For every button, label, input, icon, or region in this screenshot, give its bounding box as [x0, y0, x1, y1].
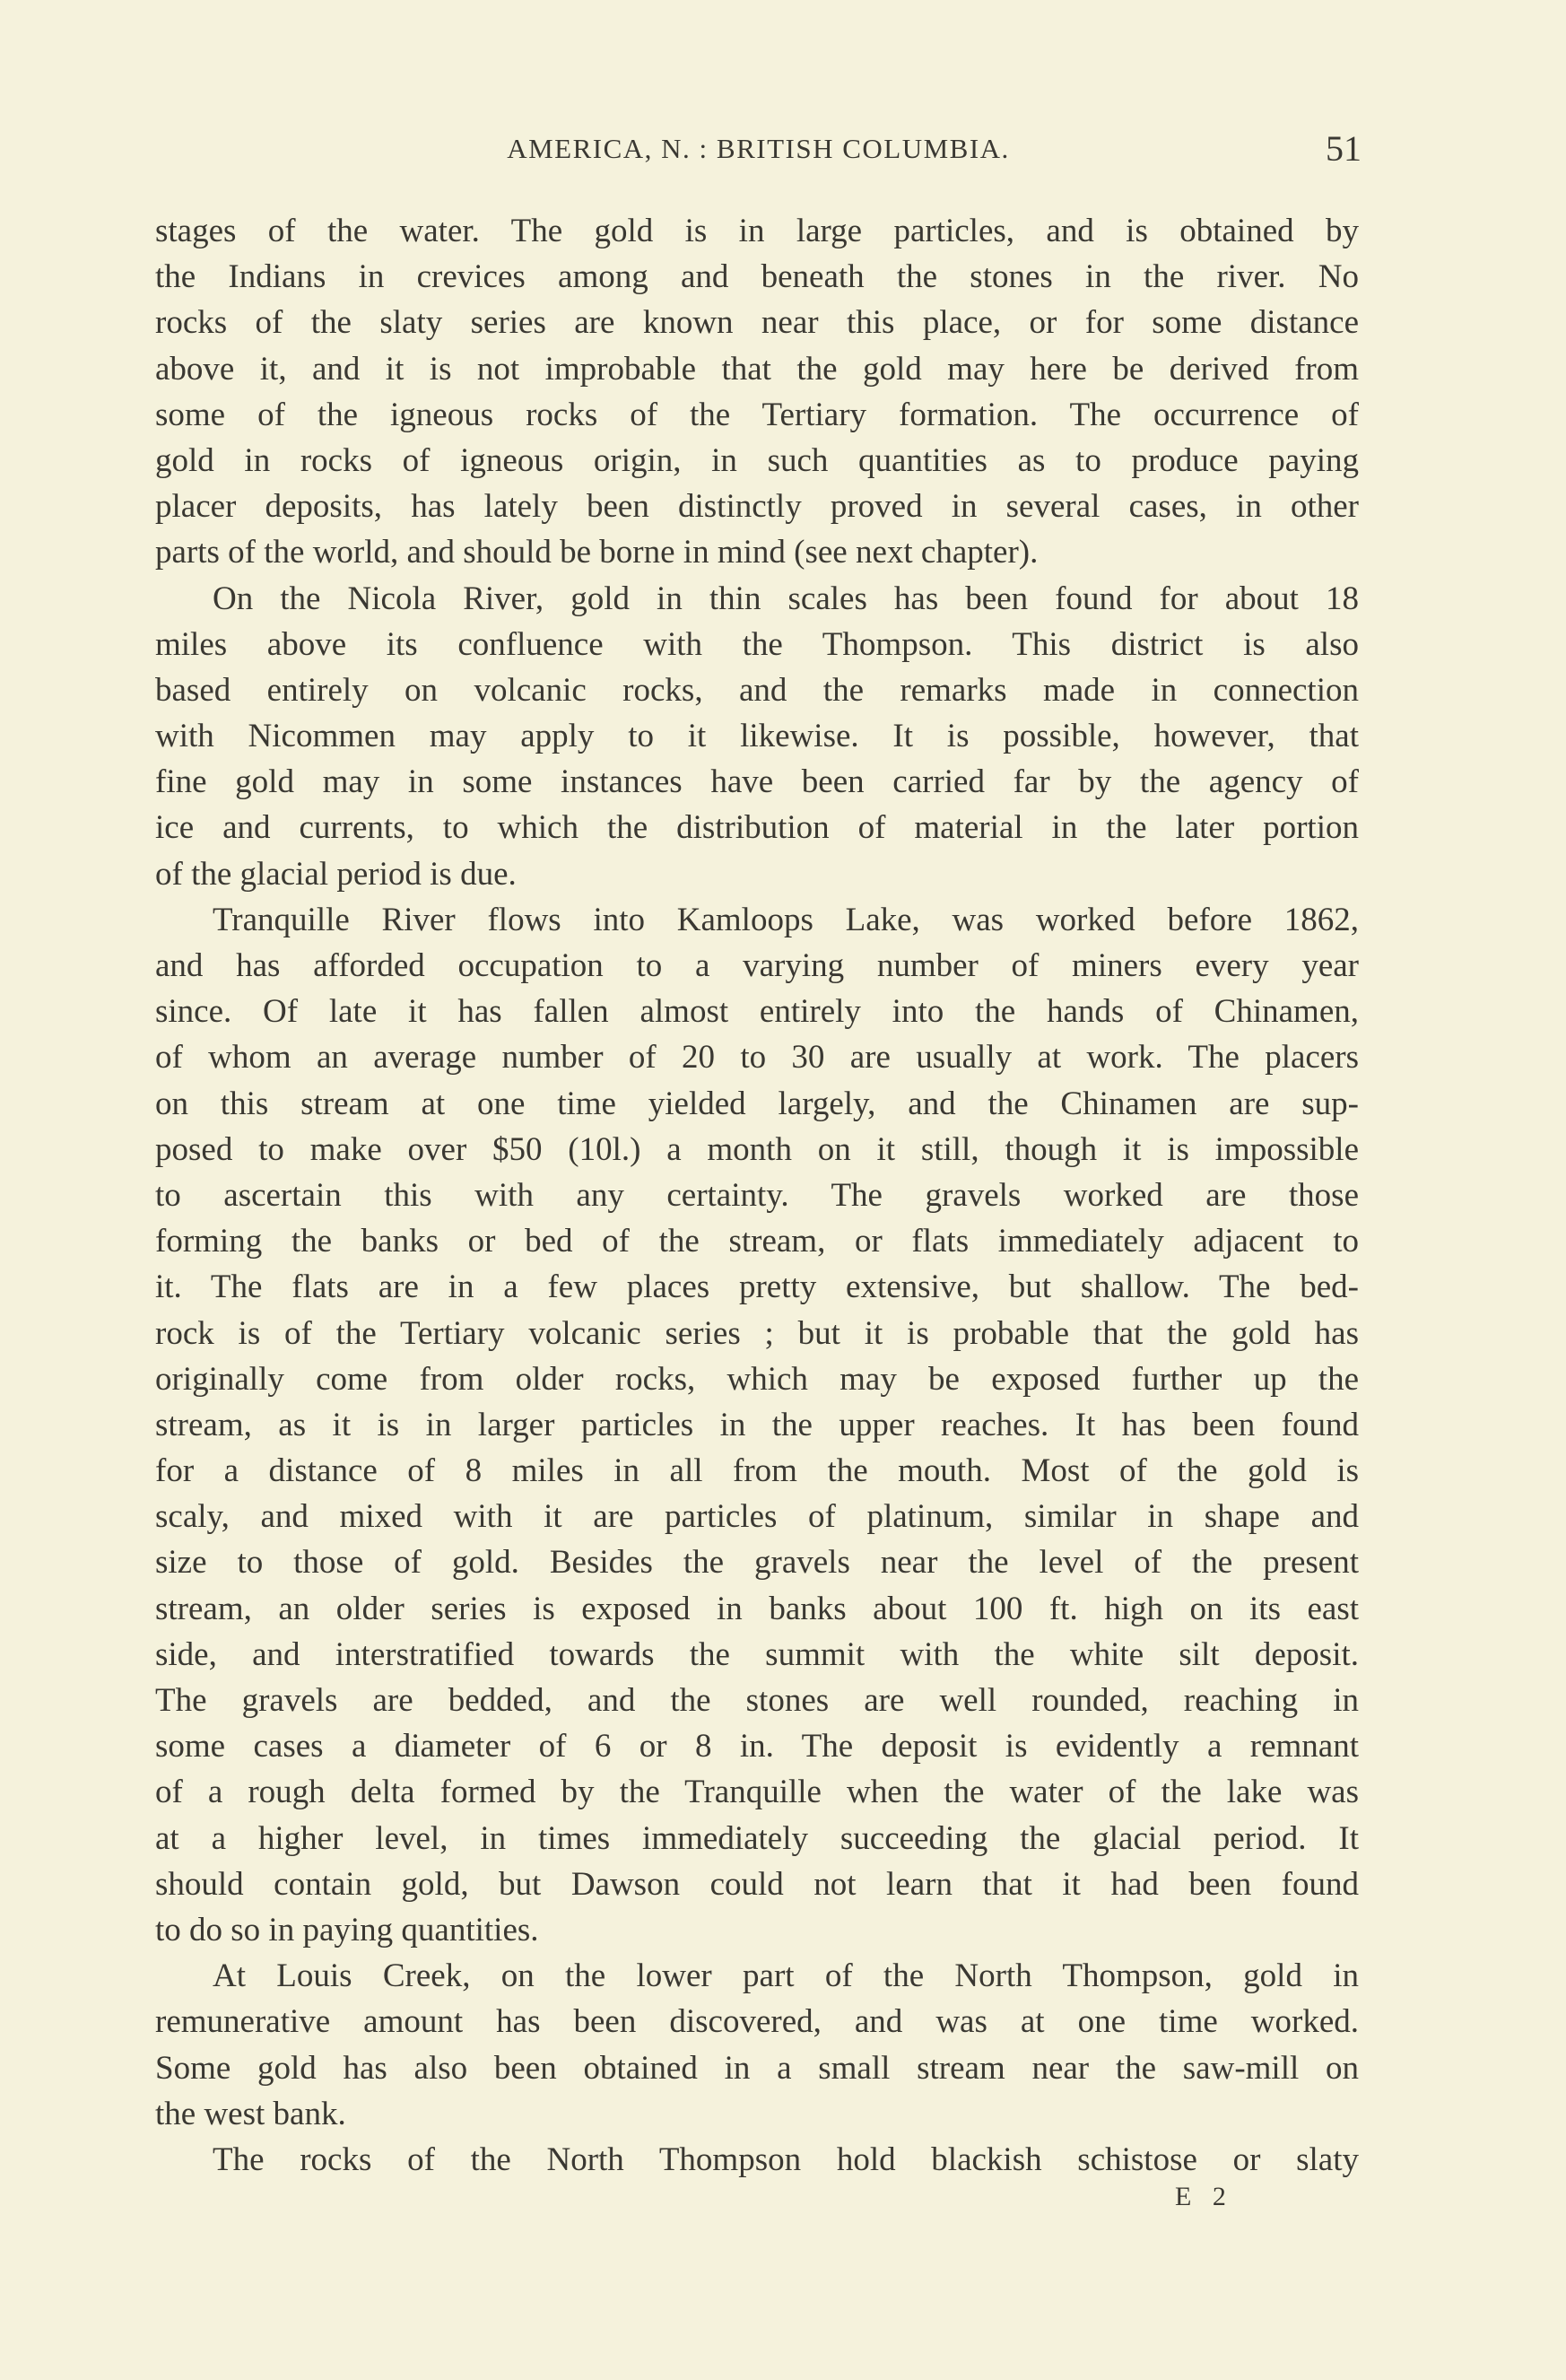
text-line: ice and currents, to which the distribution of material in the later portion: [155, 809, 1359, 847]
text-line: above it, and it is not improbable that the gold may here be derived from: [155, 350, 1359, 388]
text-line: The rocks of the North Thompson hold blackish schistose or slaty: [213, 2140, 1359, 2178]
paragraph: [155, 1953, 1359, 2137]
page-number: 51: [1326, 128, 1362, 169]
text-line: stream, an older series is exposed in banks about 100 ft. high on its east: [155, 1590, 1359, 1627]
text-line: side, and interstratified towards the summit with the white silt deposit.: [155, 1635, 1359, 1673]
text-line: at a higher level, in times immediately succeeding the glacial period. It: [155, 1819, 1359, 1857]
text-line: gold in rocks of igneous origin, in such quantities as to produce paying: [155, 441, 1359, 479]
text-line: scaly, and mixed with it are particles of platinum, similar in shape and: [155, 1498, 1359, 1536]
text-line: rocks of the slaty series are known near this place, or for some distance: [155, 304, 1359, 342]
text-line: forming the banks or bed of the stream, or flats immediately adjacent to: [155, 1223, 1359, 1260]
text-line: since. Of late it has fallen almost entirely into the hands of Chinamen,: [155, 993, 1359, 1031]
text-line: and has afforded occupation to a varying number of miners every year: [155, 947, 1359, 984]
text-line: the west bank.: [155, 2095, 346, 2132]
text-line: stream, as it is in larger particles in the upper reaches. It has been found: [155, 1406, 1359, 1443]
text-line: some of the igneous rocks of the Tertiary formation. The occurrence of: [155, 396, 1359, 433]
paragraph: [155, 576, 1359, 897]
text-line: rock is of the Tertiary volcanic series ; but it is probable that the gold has: [155, 1314, 1359, 1352]
text-line: it. The flats are in a few places pretty extensive, but shallow. The bed-: [155, 1268, 1359, 1306]
running-title: AMERICA, N. : BRITISH COLUMBIA.: [507, 133, 1010, 164]
text-line: fine gold may in some instances have been carried far by the agency of: [155, 763, 1359, 801]
text-line: to do so in paying quantities.: [155, 1911, 539, 1948]
text-line: based entirely on volcanic rocks, and the remarks made in connection: [155, 671, 1359, 709]
text-line: to ascertain this with any certainty. The gravels worked are those: [155, 1176, 1359, 1214]
text-line: should contain gold, but Dawson could not learn that it had been found: [155, 1865, 1359, 1903]
text-line: of the glacial period is due.: [155, 855, 517, 893]
text-line: parts of the world, and should be borne in mind (see next chapter).: [155, 534, 1039, 571]
paragraph: [155, 208, 1359, 576]
text-line: remunerative amount has been discovered, and was at one time worked.: [155, 2003, 1359, 2041]
text-line: placer deposits, has lately been distinctly proved in several cases, in other: [155, 488, 1359, 526]
body-text: [155, 208, 1359, 2183]
page-header: [155, 127, 1362, 172]
text-line: originally come from older rocks, which may be exposed further up the: [155, 1360, 1359, 1398]
text-line: The gravels are bedded, and the stones are well rounded, reaching in: [155, 1682, 1359, 1719]
text-line: of whom an average number of 20 to 30 are usually at work. The placers: [155, 1039, 1359, 1077]
text-line: for a distance of 8 miles in all from the mouth. Most of the gold is: [155, 1452, 1359, 1490]
text-line: On the Nicola River, gold in thin scales has been found for about 18: [213, 580, 1359, 617]
text-line: At Louis Creek, on the lower part of the North Thompson, gold in: [213, 1957, 1359, 1995]
text-line: miles above its confluence with the Thompson. This district is also: [155, 625, 1359, 663]
signature-mark: E 2: [1175, 2182, 1233, 2211]
text-line: some cases a diameter of 6 or 8 in. The deposit is evidently a remnant: [155, 1728, 1359, 1765]
text-line: the Indians in crevices among and beneath the stones in the river. No: [155, 258, 1359, 296]
text-line: of a rough delta formed by the Tranquille when the water of the lake was: [155, 1774, 1359, 1811]
text-line: on this stream at one time yielded largely, and the Chinamen are sup-: [155, 1085, 1359, 1122]
text-line: Some gold has also been obtained in a small stream near the saw-mill on: [155, 2049, 1359, 2087]
text-line: size to those of gold. Besides the gravels near the level of the present: [155, 1544, 1359, 1582]
text-line: with Nicommen may apply to it likewise. It is possible, however, that: [155, 718, 1359, 755]
paragraph: [155, 897, 1359, 1953]
text-line: stages of the water. The gold is in large particles, and is obtained by: [155, 213, 1359, 249]
text-line: Tranquille River flows into Kamloops Lake, was worked before 1862,: [213, 901, 1359, 938]
text-line: posed to make over $50 (10l.) a month on it still, though it is impossible: [155, 1130, 1359, 1168]
paragraph: [155, 2137, 1359, 2183]
